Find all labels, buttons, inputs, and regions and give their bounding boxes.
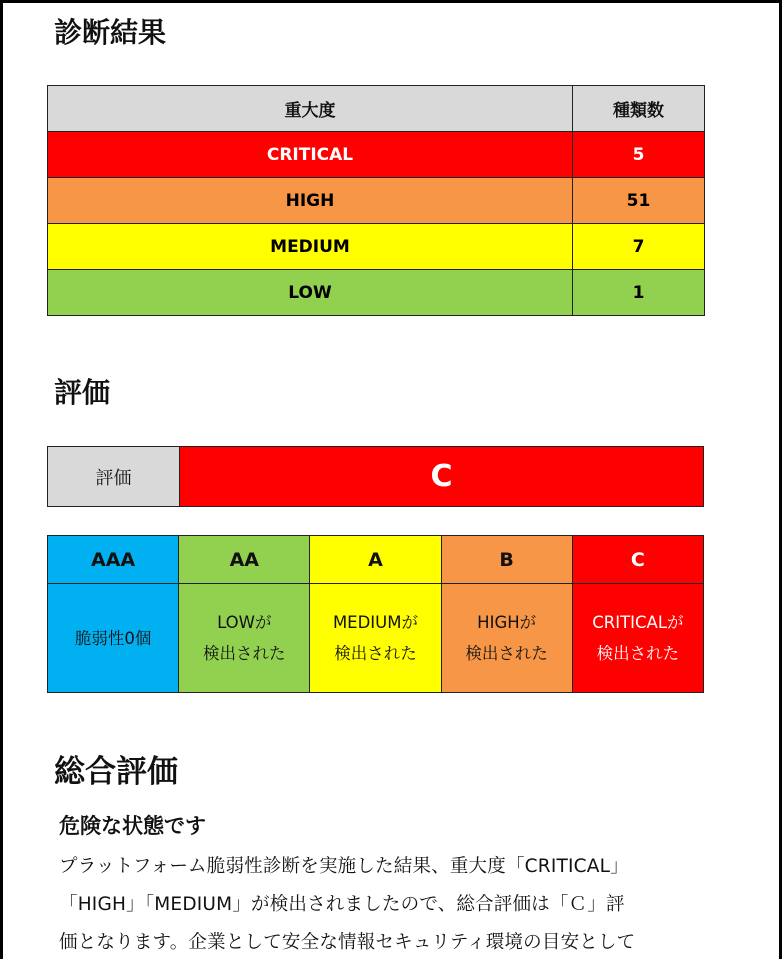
grade-aa: AA (179, 536, 310, 584)
summary-paragraph (59, 848, 689, 959)
severity-table-header (48, 86, 705, 132)
severity-count: 5 (573, 132, 705, 178)
description-line: 検出された (334, 644, 417, 663)
severity-count: 1 (573, 270, 705, 316)
table-row (48, 178, 705, 224)
rating-heading: 評価 (54, 376, 111, 409)
results-heading: 診断結果 (54, 16, 167, 49)
description-line: LOWが (217, 613, 272, 632)
grade-aa-description (179, 584, 310, 693)
description-line: 検出された (596, 644, 680, 663)
severity-table (47, 85, 705, 316)
rating-label: 評価 (48, 447, 180, 506)
status-heading: 危険な状態です (59, 814, 206, 838)
description-line: MEDIUMが (332, 613, 418, 632)
rating-box (47, 446, 704, 507)
grade-c-description (572, 584, 703, 693)
table-row (48, 270, 705, 316)
description-line: 脆弱性0個 (74, 628, 152, 648)
grade-a-description (310, 584, 441, 693)
table-row (48, 132, 705, 178)
severity-level: LOW (48, 270, 573, 316)
summary-line: 価となります。企業として安全な情報セキュリティ環境の目安として (59, 932, 636, 953)
grade-c: C (572, 536, 703, 584)
severity-level: CRITICAL (48, 132, 573, 178)
description-line: HIGHが (477, 613, 537, 632)
description-line: 検出された (203, 644, 286, 663)
grade-scale-table (47, 535, 704, 693)
grade-a: A (310, 536, 441, 584)
severity-count: 7 (573, 224, 705, 270)
description-line: 検出された (465, 644, 548, 663)
grade-aaa: AAA (48, 536, 179, 584)
description-line: CRITICALが (592, 613, 684, 632)
grade-b-description (441, 584, 572, 693)
table-row (48, 224, 705, 270)
rating-value: C (180, 447, 703, 506)
severity-level: MEDIUM (48, 224, 573, 270)
summary-line: 「HIGH」「MEDIUM」が検出されましたので、総合評価は「Ｃ」評 (59, 894, 625, 915)
overall-heading: 総合評価 (54, 754, 178, 790)
grade-scale-descriptions (48, 584, 704, 693)
severity-header: 重大度 (48, 86, 573, 132)
severity-level: HIGH (48, 178, 573, 224)
grade-aaa-description (48, 584, 179, 693)
grade-scale-header (48, 536, 704, 584)
severity-count: 51 (573, 178, 705, 224)
grade-b: B (441, 536, 572, 584)
summary-line: プラットフォーム脆弱性診断を実施した結果、重大度「CRITICAL」 (59, 856, 629, 877)
count-header: 種類数 (573, 86, 705, 132)
